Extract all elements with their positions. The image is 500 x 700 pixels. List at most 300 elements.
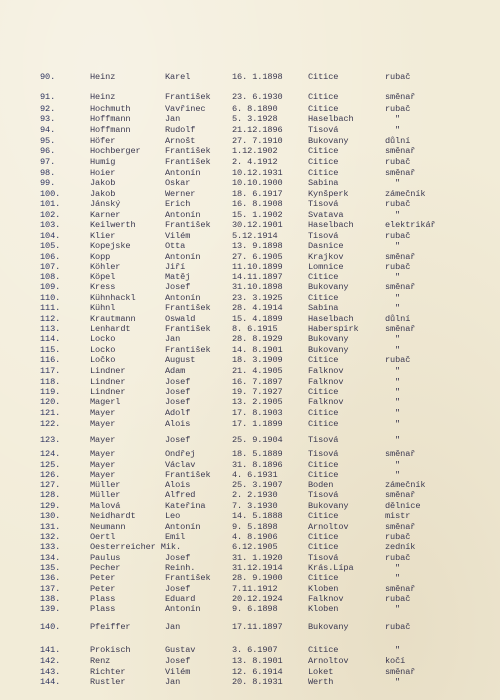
- surname: Karner: [90, 210, 121, 220]
- surname: Jakob: [90, 178, 116, 188]
- surname: Jakob: [90, 189, 116, 199]
- place: Bukovany: [308, 334, 349, 344]
- occupation: mistr: [385, 511, 411, 521]
- birth-date: 14.11.1897: [232, 272, 283, 282]
- place: Citice: [308, 470, 339, 480]
- given-name: Jan: [165, 334, 181, 344]
- row-number: 126.: [40, 470, 61, 480]
- occupation: ": [395, 178, 401, 188]
- occupation: směnař: [385, 92, 416, 102]
- place: Tisová: [308, 553, 339, 563]
- surname: Lindner: [90, 366, 126, 376]
- surname: Mayer: [90, 408, 116, 418]
- given-name: Adolf: [165, 408, 191, 418]
- place: Bukovany: [308, 622, 349, 632]
- row-number: 113.: [40, 324, 61, 334]
- birth-date: 27. 7.1910: [232, 136, 283, 146]
- birth-date: 16. 7.1897: [232, 377, 283, 387]
- given-name: Ondřej: [165, 449, 196, 459]
- given-name: Jan: [165, 114, 181, 124]
- place: Citice: [308, 92, 339, 102]
- birth-date: 7. 3.1930: [232, 501, 278, 511]
- row-number: 131.: [40, 522, 61, 532]
- occupation: důlní: [385, 314, 411, 324]
- row-number: 116.: [40, 355, 61, 365]
- row-number: 127.: [40, 480, 61, 490]
- occupation: kočí: [385, 656, 406, 666]
- birth-date: 13. 8.1901: [232, 656, 283, 666]
- surname: Pfeiffer: [90, 622, 131, 632]
- row-number: 144.: [40, 677, 61, 687]
- occupation: ": [395, 366, 401, 376]
- surname: Hoffmann: [90, 125, 131, 135]
- row-number: 93.: [40, 114, 56, 124]
- given-name: Reinh.: [165, 563, 196, 573]
- surname: Rustler: [90, 677, 126, 687]
- occupation: ": [395, 345, 401, 355]
- given-name: Antonín: [165, 210, 201, 220]
- row-number: 137.: [40, 584, 61, 594]
- birth-date: 18. 3.1909: [232, 355, 283, 365]
- given-name: Werner: [165, 189, 196, 199]
- place: Citice: [308, 573, 339, 583]
- occupation: směnař: [385, 282, 416, 292]
- place: Kloben: [308, 584, 339, 594]
- place: Citice: [308, 511, 339, 521]
- occupation: ": [395, 573, 401, 583]
- place: Bukovany: [308, 345, 349, 355]
- given-name: František: [165, 146, 211, 156]
- place: Kynšperk: [308, 189, 349, 199]
- given-name: Josef: [165, 377, 191, 387]
- surname: Kopejske: [90, 241, 131, 251]
- row-number: 100.: [40, 189, 61, 199]
- birth-date: 18. 5.1889: [232, 449, 283, 459]
- occupation: směnař: [385, 252, 416, 262]
- row-number: 105.: [40, 241, 61, 251]
- surname: Oertl: [90, 532, 116, 542]
- surname: Mayer: [90, 470, 116, 480]
- given-name: Erich: [165, 199, 191, 209]
- surname: Ločko: [90, 355, 116, 365]
- row-number: 129.: [40, 501, 61, 511]
- place: Sabina: [308, 178, 339, 188]
- surname: Mayer: [90, 435, 116, 445]
- place: Haberspirk: [308, 324, 359, 334]
- given-name: August: [165, 355, 196, 365]
- surname: Hochmuth: [90, 104, 131, 114]
- surname: Paulus: [90, 553, 121, 563]
- given-name: František: [165, 92, 211, 102]
- row-number: 143.: [40, 667, 61, 677]
- given-name: Karel: [165, 72, 191, 82]
- surname: Hochberger: [90, 146, 141, 156]
- occupation: důlní: [385, 136, 411, 146]
- surname: Humig: [90, 157, 116, 167]
- birth-date: 19. 7.1927: [232, 387, 283, 397]
- occupation: ": [395, 563, 401, 573]
- occupation: rubač: [385, 104, 411, 114]
- birth-date: 12. 6.1914: [232, 667, 283, 677]
- birth-date: 23. 6.1930: [232, 92, 283, 102]
- given-name: František: [165, 157, 211, 167]
- row-number: 109.: [40, 282, 61, 292]
- birth-date: 17. 1.1899: [232, 419, 283, 429]
- occupation: ": [395, 460, 401, 470]
- birth-date: 15. 1.1902: [232, 210, 283, 220]
- place: Tisová: [308, 125, 339, 135]
- given-name: Arnošt: [165, 136, 196, 146]
- given-name: Josef: [165, 397, 191, 407]
- place: Sabina: [308, 303, 339, 313]
- place: Werth: [308, 677, 334, 687]
- place: Haselbach: [308, 114, 354, 124]
- surname: Mayer: [90, 419, 116, 429]
- place: Lomnice: [308, 262, 344, 272]
- row-number: 138.: [40, 594, 61, 604]
- place: Haselbach: [308, 314, 354, 324]
- occupation: ": [395, 645, 401, 655]
- surname: Lenhardt: [90, 324, 131, 334]
- birth-date: 10.12.1931: [232, 168, 283, 178]
- given-name: František: [165, 303, 211, 313]
- surname: Kress: [90, 282, 116, 292]
- surname: Köhler: [90, 262, 121, 272]
- surname: Kopp: [90, 252, 111, 262]
- surname: Hoier: [90, 168, 116, 178]
- surname: Neidhardt: [90, 511, 136, 521]
- row-number: 139.: [40, 604, 61, 614]
- surname: Kühnhackl: [90, 293, 136, 303]
- given-name: Jan: [165, 622, 181, 632]
- occupation: elektrikář: [385, 220, 436, 230]
- given-name: Vilém: [165, 667, 191, 677]
- surname: Mayer: [90, 449, 116, 459]
- row-number: 103.: [40, 220, 61, 230]
- surname: Müller: [90, 480, 121, 490]
- place: Citice: [308, 532, 339, 542]
- given-name: Leo: [165, 511, 181, 521]
- place: Citice: [308, 460, 339, 470]
- given-name: Vavřinec: [165, 104, 206, 114]
- given-name: Josef: [165, 553, 191, 563]
- place: Boden: [308, 480, 334, 490]
- occupation: ": [395, 210, 401, 220]
- birth-date: 5.12.1914: [232, 231, 278, 241]
- birth-date: 20. 8.1931: [232, 677, 283, 687]
- place: Citice: [308, 293, 339, 303]
- occupation: ": [395, 677, 401, 687]
- row-number: 112.: [40, 314, 61, 324]
- birth-date: 14. 5.1888: [232, 511, 283, 521]
- row-number: 114.: [40, 334, 61, 344]
- row-number: 96.: [40, 146, 56, 156]
- occupation: rubač: [385, 553, 411, 563]
- occupation: ": [395, 408, 401, 418]
- occupation: ": [395, 377, 401, 387]
- surname: Lindner: [90, 387, 126, 397]
- birth-date: 5. 3.1928: [232, 114, 278, 124]
- birth-date: 15. 4.1899: [232, 314, 283, 324]
- row-number: 91.: [40, 92, 56, 102]
- birth-date: 28. 4.1914: [232, 303, 283, 313]
- given-name: Josef: [165, 387, 191, 397]
- birth-date: 8. 6.1915: [232, 324, 278, 334]
- given-name: František: [165, 345, 211, 355]
- surname: Renz: [90, 656, 111, 666]
- row-number: 117.: [40, 366, 61, 376]
- birth-date: 7.11.1912: [232, 584, 278, 594]
- place: Bukovany: [308, 282, 349, 292]
- row-number: 110.: [40, 293, 61, 303]
- birth-date: 16. 8.1908: [232, 199, 283, 209]
- occupation: ": [395, 303, 401, 313]
- given-name: Václav: [165, 460, 196, 470]
- birth-date: 31. 1.1920: [232, 553, 283, 563]
- occupation: ": [395, 125, 401, 135]
- row-number: 97.: [40, 157, 56, 167]
- occupation: ": [395, 397, 401, 407]
- given-name: Eduard: [165, 594, 196, 604]
- birth-date: 25. 3.1907: [232, 480, 283, 490]
- given-name: František: [165, 470, 211, 480]
- place: Bukovany: [308, 501, 349, 511]
- surname: Magerl: [90, 397, 121, 407]
- occupation: ": [395, 387, 401, 397]
- given-name: Alois: [165, 480, 191, 490]
- birth-date: 4. 8.1906: [232, 532, 278, 542]
- surname: Plass: [90, 594, 116, 604]
- occupation: směnař: [385, 168, 416, 178]
- place: Tisová: [308, 449, 339, 459]
- surname: Locko: [90, 345, 116, 355]
- place: Tisová: [308, 231, 339, 241]
- birth-date: 6.12.1905: [232, 542, 278, 552]
- birth-date: 9. 6.1898: [232, 604, 278, 614]
- surname: Peter: [90, 573, 116, 583]
- occupation: rubač: [385, 262, 411, 272]
- surname: Hoffmann: [90, 114, 131, 124]
- row-number: 140.: [40, 622, 61, 632]
- surname: Krautmann: [90, 314, 136, 324]
- occupation: rubač: [385, 594, 411, 604]
- birth-date: 11.10.1899: [232, 262, 283, 272]
- given-name: František: [165, 573, 211, 583]
- occupation: ": [395, 419, 401, 429]
- row-number: 119.: [40, 387, 61, 397]
- place: Falknov: [308, 377, 344, 387]
- row-number: 130.: [40, 511, 61, 521]
- place: Citice: [308, 104, 339, 114]
- row-number: 90.: [40, 72, 56, 82]
- row-number: 134.: [40, 553, 61, 563]
- occupation: zedník: [385, 542, 416, 552]
- given-name: František: [165, 220, 211, 230]
- given-name: Antonín: [165, 168, 201, 178]
- occupation: rubač: [385, 157, 411, 167]
- row-number: 121.: [40, 408, 61, 418]
- occupation: ": [395, 334, 401, 344]
- place: Haselbach: [308, 220, 354, 230]
- place: Arnoltov: [308, 656, 349, 666]
- birth-date: 6. 8.1890: [232, 104, 278, 114]
- row-number: 107.: [40, 262, 61, 272]
- row-number: 101.: [40, 199, 61, 209]
- row-number: 108.: [40, 272, 61, 282]
- place: Tisová: [308, 199, 339, 209]
- place: Tisová: [308, 490, 339, 500]
- occupation: ": [395, 114, 401, 124]
- given-name: Kateřina: [165, 501, 206, 511]
- surname: Kühnl: [90, 303, 116, 313]
- occupation: směnař: [385, 324, 416, 334]
- place: Citice: [308, 419, 339, 429]
- birth-date: 14. 8.1901: [232, 345, 283, 355]
- occupation: dělnice: [385, 501, 421, 511]
- given-name: Matěj: [165, 272, 191, 282]
- row-number: 142.: [40, 656, 61, 666]
- birth-date: 3. 6.1907: [232, 645, 278, 655]
- occupation: směnař: [385, 667, 416, 677]
- given-name: Rudolf: [165, 125, 196, 135]
- row-number: 92.: [40, 104, 56, 114]
- birth-date: 17.11.1897: [232, 622, 283, 632]
- row-number: 118.: [40, 377, 61, 387]
- birth-date: 9. 5.1898: [232, 522, 278, 532]
- row-number: 95.: [40, 136, 56, 146]
- surname: Müller: [90, 490, 121, 500]
- birth-date: 30.12.1901: [232, 220, 283, 230]
- birth-date: 28. 9.1900: [232, 573, 283, 583]
- row-number: 141.: [40, 645, 61, 655]
- birth-date: 31.12.1914: [232, 563, 283, 573]
- occupation: směnař: [385, 146, 416, 156]
- given-name: Vilém: [165, 231, 191, 241]
- occupation: rubač: [385, 72, 411, 82]
- place: Citice: [308, 408, 339, 418]
- place: Kloben: [308, 604, 339, 614]
- birth-date: 17. 8.1903: [232, 408, 283, 418]
- given-name: Josef: [165, 656, 191, 666]
- given-name: Alois: [165, 419, 191, 429]
- place: Citice: [308, 355, 339, 365]
- given-name: Josef: [165, 282, 191, 292]
- occupation: směnař: [385, 584, 416, 594]
- birth-date: 1.12.1902: [232, 146, 278, 156]
- given-name: Jiří: [165, 262, 186, 272]
- birth-date: 2. 2.1930: [232, 490, 278, 500]
- row-number: 106.: [40, 252, 61, 262]
- birth-date: 28. 8.1929: [232, 334, 283, 344]
- row-number: 120.: [40, 397, 61, 407]
- place: Citice: [308, 387, 339, 397]
- occupation: zámečník: [385, 189, 426, 199]
- surname: Pecher: [90, 563, 121, 573]
- surname: Oesterreicher Mik.: [90, 542, 182, 552]
- surname: Lindner: [90, 377, 126, 387]
- occupation: směnař: [385, 449, 416, 459]
- surname: Malová: [90, 501, 121, 511]
- surname: Plass: [90, 604, 116, 614]
- birth-date: 16. 1.1898: [232, 72, 283, 82]
- occupation: rubač: [385, 532, 411, 542]
- occupation: rubač: [385, 355, 411, 365]
- birth-date: 31. 8.1896: [232, 460, 283, 470]
- row-number: 133.: [40, 542, 61, 552]
- row-number: 98.: [40, 168, 56, 178]
- occupation: ": [395, 604, 401, 614]
- surname: Neumann: [90, 522, 126, 532]
- place: Citice: [308, 157, 339, 167]
- given-name: Josef: [165, 435, 191, 445]
- place: Krajkov: [308, 252, 344, 262]
- place: Citice: [308, 72, 339, 82]
- occupation: rubač: [385, 199, 411, 209]
- row-number: 123.: [40, 435, 61, 445]
- surname: Prokisch: [90, 645, 131, 655]
- row-number: 135.: [40, 563, 61, 573]
- given-name: Emil: [165, 532, 186, 542]
- given-name: Gustav: [165, 645, 196, 655]
- birth-date: 18. 6.1917: [232, 189, 283, 199]
- given-name: Antonín: [165, 522, 201, 532]
- place: Bukovany: [308, 136, 349, 146]
- occupation: rubač: [385, 231, 411, 241]
- surname: Locko: [90, 334, 116, 344]
- place: Citice: [308, 168, 339, 178]
- occupation: ": [395, 435, 401, 445]
- birth-date: 25. 9.1904: [232, 435, 283, 445]
- place: Svatava: [308, 210, 344, 220]
- birth-date: 13. 9.1898: [232, 241, 283, 251]
- given-name: Josef: [165, 584, 191, 594]
- birth-date: 4. 6.1931: [232, 470, 278, 480]
- birth-date: 27. 6.1905: [232, 252, 283, 262]
- surname: Heinz: [90, 92, 116, 102]
- row-number: 102.: [40, 210, 61, 220]
- given-name: Alfred: [165, 490, 196, 500]
- row-number: 124.: [40, 449, 61, 459]
- surname: Klier: [90, 231, 116, 241]
- place: Citice: [308, 645, 339, 655]
- place: Citice: [308, 272, 339, 282]
- place: Citice: [308, 542, 339, 552]
- surname: Heinz: [90, 72, 116, 82]
- place: Falknov: [308, 366, 344, 376]
- row-number: 104.: [40, 231, 61, 241]
- row-number: 128.: [40, 490, 61, 500]
- occupation: ": [395, 272, 401, 282]
- place: Dasnice: [308, 241, 344, 251]
- surname: Keilwerth: [90, 220, 136, 230]
- birth-date: 21.12.1896: [232, 125, 283, 135]
- given-name: Oskar: [165, 178, 191, 188]
- given-name: Jan: [165, 677, 181, 687]
- surname: Köpel: [90, 272, 116, 282]
- row-number: 94.: [40, 125, 56, 135]
- place: Falknov: [308, 397, 344, 407]
- surname: Höfer: [90, 136, 116, 146]
- birth-date: 2. 4.1912: [232, 157, 278, 167]
- given-name: František: [165, 324, 211, 334]
- occupation: ": [395, 241, 401, 251]
- birth-date: 10.10.1900: [232, 178, 283, 188]
- surname: Richter: [90, 667, 126, 677]
- given-name: Oswald: [165, 314, 196, 324]
- place: Citice: [308, 146, 339, 156]
- given-name: Antonín: [165, 604, 201, 614]
- occupation: směnař: [385, 490, 416, 500]
